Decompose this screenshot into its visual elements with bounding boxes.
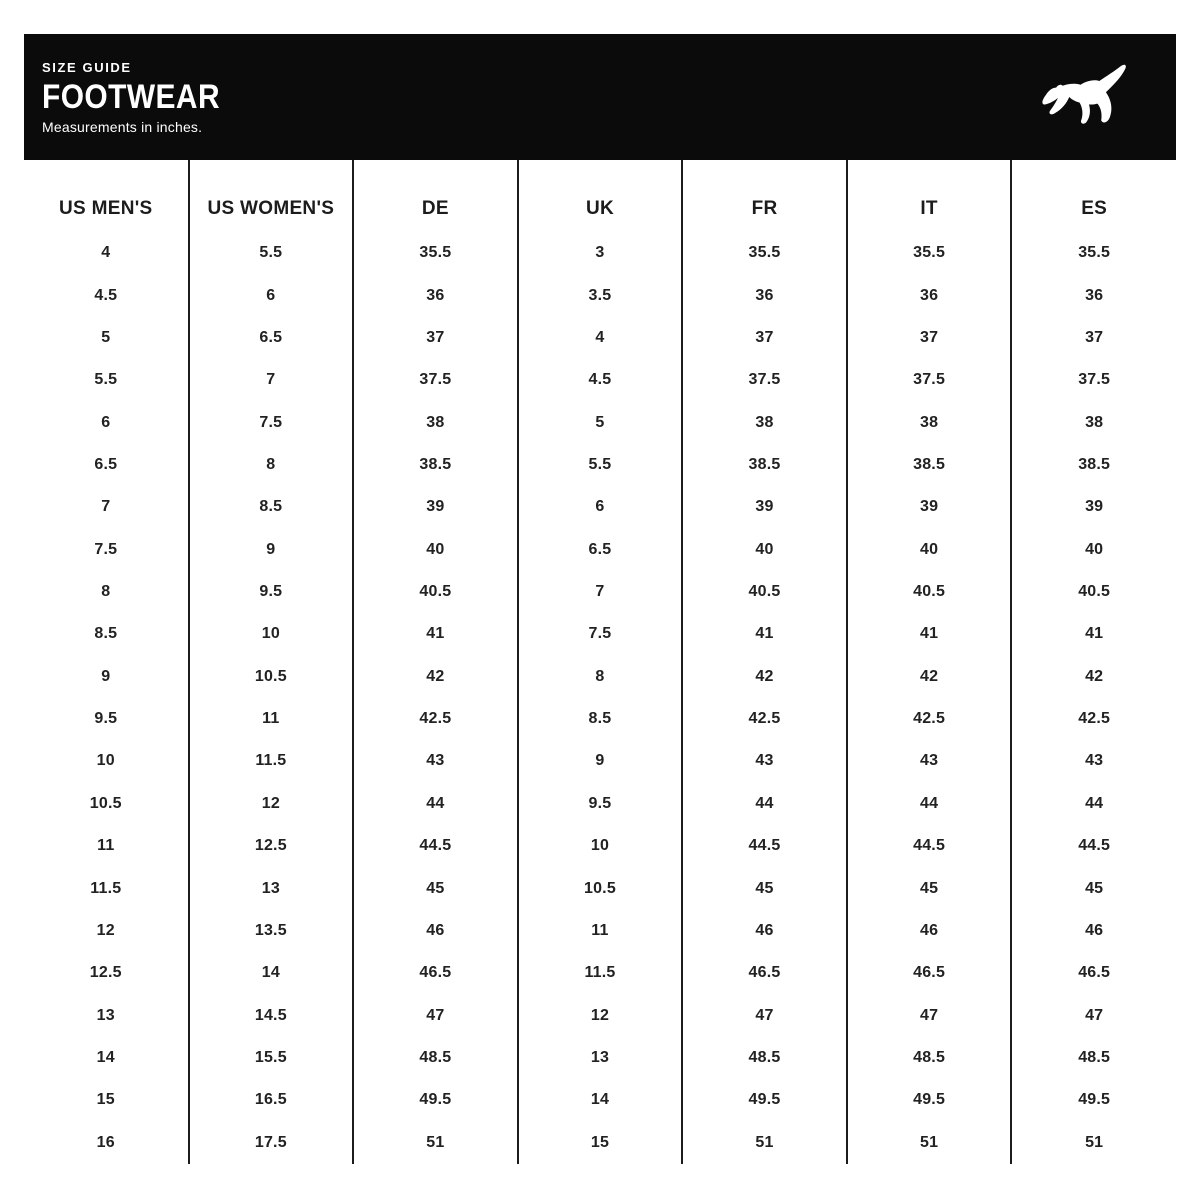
size-cell: 38 (1085, 413, 1104, 431)
size-cell: 37.5 (682, 359, 847, 401)
size-cell: 48.5 (1078, 1049, 1111, 1066)
table-row (24, 994, 1176, 1036)
column-header: FR (682, 160, 847, 232)
size-table-body (24, 232, 1176, 1164)
size-cell: 11.5 (189, 740, 354, 782)
size-cell: 35.5 (1078, 244, 1111, 262)
size-cell: 11.5 (24, 867, 189, 909)
size-cell: 46 (1085, 921, 1104, 939)
size-cell: 36 (682, 274, 847, 316)
size-cell: 14 (189, 952, 354, 994)
size-cell: 44 (847, 783, 1012, 825)
size-cell: 43 (847, 740, 1012, 782)
size-cell: 15 (518, 1122, 683, 1164)
size-cell: 41 (682, 613, 847, 655)
size-cell: 4.5 (24, 274, 189, 316)
size-cell: 8.5 (189, 486, 354, 528)
size-cell: 7.5 (518, 613, 683, 655)
size-table-head (24, 160, 1176, 232)
size-cell: 44.5 (682, 825, 847, 867)
size-cell: 46.5 (353, 952, 518, 994)
size-table-header-row (24, 160, 1176, 232)
size-cell: 45 (353, 867, 518, 909)
column-header: US WOMEN'S (189, 160, 354, 232)
size-cell: 35.5 (682, 232, 847, 274)
size-cell: 41 (1085, 625, 1104, 643)
header-bar (24, 34, 1176, 160)
size-cell: 6.5 (518, 529, 683, 571)
size-cell: 10.5 (189, 656, 354, 698)
table-row (24, 317, 1176, 359)
size-cell: 47 (847, 994, 1012, 1036)
size-cell: 40 (682, 529, 847, 571)
size-cell: 6 (24, 401, 189, 443)
size-cell: 40.5 (682, 571, 847, 613)
size-cell: 44.5 (1078, 837, 1111, 855)
size-cell: 46.5 (1078, 964, 1111, 982)
size-table (24, 160, 1176, 1164)
size-cell: 7.5 (24, 529, 189, 571)
table-row (24, 867, 1176, 909)
size-cell: 46 (353, 910, 518, 952)
size-cell: 10.5 (518, 867, 683, 909)
size-cell: 45 (682, 867, 847, 909)
size-cell: 38 (682, 401, 847, 443)
size-cell: 45 (847, 867, 1012, 909)
size-cell: 38.5 (1078, 455, 1111, 473)
size-cell: 42 (682, 656, 847, 698)
table-row (24, 1122, 1176, 1164)
size-cell: 8.5 (518, 698, 683, 740)
size-cell: 13 (189, 867, 354, 909)
size-cell: 12 (518, 994, 683, 1036)
header-text-block (42, 61, 244, 134)
size-cell: 39 (847, 486, 1012, 528)
table-row (24, 952, 1176, 994)
size-cell: 48.5 (353, 1037, 518, 1079)
size-cell: 10 (24, 740, 189, 782)
size-cell: 42 (1085, 667, 1104, 685)
size-cell: 11 (24, 825, 189, 867)
size-cell: 8 (24, 571, 189, 613)
size-cell: 36 (1085, 286, 1104, 304)
size-cell: 44 (682, 783, 847, 825)
size-cell: 37 (682, 317, 847, 359)
size-cell: 5.5 (24, 359, 189, 401)
size-cell: 44 (1085, 794, 1104, 812)
size-cell: 6 (189, 274, 354, 316)
size-guide-label: SIZE GUIDE (42, 59, 132, 75)
size-cell: 46 (847, 910, 1012, 952)
size-cell: 47 (1085, 1006, 1104, 1024)
size-cell: 8 (518, 656, 683, 698)
size-cell: 40.5 (353, 571, 518, 613)
column-header: UK (518, 160, 683, 232)
size-cell: 6.5 (189, 317, 354, 359)
size-cell: 9.5 (518, 783, 683, 825)
table-row (24, 698, 1176, 740)
size-cell: 40 (1085, 540, 1104, 558)
column-header: ES (1081, 198, 1108, 219)
size-cell: 35.5 (353, 232, 518, 274)
column-header: IT (847, 160, 1012, 232)
size-cell: 35.5 (847, 232, 1012, 274)
table-row (24, 444, 1176, 486)
size-cell: 5.5 (518, 444, 683, 486)
size-cell: 13 (24, 994, 189, 1036)
table-row (24, 401, 1176, 443)
size-cell: 51 (682, 1122, 847, 1164)
table-row (24, 529, 1176, 571)
size-cell: 7.5 (189, 401, 354, 443)
size-cell: 36 (847, 274, 1012, 316)
size-cell: 9 (518, 740, 683, 782)
size-cell: 43 (1085, 752, 1104, 770)
size-cell: 11 (518, 910, 683, 952)
table-row (24, 1079, 1176, 1121)
page-title: FOOTWEAR (42, 77, 221, 116)
table-row (24, 613, 1176, 655)
size-cell: 42.5 (1078, 710, 1111, 728)
size-cell: 14 (518, 1079, 683, 1121)
size-cell: 9 (189, 529, 354, 571)
size-cell: 42.5 (353, 698, 518, 740)
size-cell: 38 (847, 401, 1012, 443)
size-cell: 46.5 (847, 952, 1012, 994)
size-cell: 13.5 (189, 910, 354, 952)
size-cell: 43 (353, 740, 518, 782)
size-cell: 14 (24, 1037, 189, 1079)
size-cell: 12 (189, 783, 354, 825)
table-row (24, 232, 1176, 274)
size-cell: 44 (353, 783, 518, 825)
size-cell: 41 (847, 613, 1012, 655)
size-cell: 44.5 (353, 825, 518, 867)
size-cell: 45 (1085, 879, 1104, 897)
size-cell: 39 (1085, 498, 1104, 516)
size-cell: 6.5 (24, 444, 189, 486)
table-row (24, 656, 1176, 698)
size-cell: 15 (24, 1079, 189, 1121)
size-cell: 42.5 (682, 698, 847, 740)
size-cell: 16 (24, 1122, 189, 1164)
size-cell: 10 (518, 825, 683, 867)
size-cell: 39 (682, 486, 847, 528)
size-cell: 9.5 (24, 698, 189, 740)
size-cell: 42 (353, 656, 518, 698)
size-cell: 40 (353, 529, 518, 571)
table-row (24, 910, 1176, 952)
size-cell: 38.5 (353, 444, 518, 486)
size-cell: 7 (518, 571, 683, 613)
size-cell: 12 (24, 910, 189, 952)
size-cell: 49.5 (682, 1079, 847, 1121)
size-cell: 12.5 (189, 825, 354, 867)
size-cell: 44.5 (847, 825, 1012, 867)
table-row (24, 783, 1176, 825)
size-cell: 46 (682, 910, 847, 952)
size-cell: 14.5 (189, 994, 354, 1036)
size-cell: 38 (353, 401, 518, 443)
size-cell: 16.5 (189, 1079, 354, 1121)
size-cell: 48.5 (682, 1037, 847, 1079)
size-cell: 11.5 (518, 952, 683, 994)
size-cell: 48.5 (847, 1037, 1012, 1079)
size-cell: 38.5 (847, 444, 1012, 486)
size-cell: 37.5 (353, 359, 518, 401)
table-row (24, 486, 1176, 528)
size-cell: 49.5 (1078, 1091, 1111, 1109)
size-cell: 5 (518, 401, 683, 443)
table-row (24, 1037, 1176, 1079)
size-cell: 7 (24, 486, 189, 528)
size-cell: 51 (1085, 1133, 1104, 1151)
size-cell: 37.5 (1078, 371, 1111, 389)
table-row (24, 571, 1176, 613)
size-cell: 6 (518, 486, 683, 528)
size-cell: 3.5 (518, 274, 683, 316)
size-cell: 39 (353, 486, 518, 528)
size-cell: 37 (1085, 328, 1104, 346)
size-cell: 37.5 (847, 359, 1012, 401)
table-row (24, 274, 1176, 316)
size-cell: 42.5 (847, 698, 1012, 740)
size-cell: 11 (189, 698, 354, 740)
size-cell: 49.5 (847, 1079, 1012, 1121)
size-cell: 37 (847, 317, 1012, 359)
table-row (24, 825, 1176, 867)
column-header: US MEN'S (24, 160, 189, 232)
size-cell: 3 (518, 232, 683, 274)
size-cell: 40.5 (1078, 583, 1111, 601)
size-cell: 7 (189, 359, 354, 401)
size-cell: 5 (24, 317, 189, 359)
size-cell: 13 (518, 1037, 683, 1079)
size-cell: 49.5 (353, 1079, 518, 1121)
size-cell: 47 (682, 994, 847, 1036)
size-cell: 4 (518, 317, 683, 359)
size-cell: 46.5 (682, 952, 847, 994)
size-cell: 9.5 (189, 571, 354, 613)
size-cell: 8 (189, 444, 354, 486)
size-cell: 51 (847, 1122, 1012, 1164)
size-cell: 43 (682, 740, 847, 782)
size-cell: 4 (24, 232, 189, 274)
size-cell: 17.5 (189, 1122, 354, 1164)
size-cell: 47 (353, 994, 518, 1036)
size-cell: 10.5 (24, 783, 189, 825)
column-header: DE (353, 160, 518, 232)
size-cell: 5.5 (189, 232, 354, 274)
measurements-note: Measurements in inches. (42, 118, 203, 135)
table-row (24, 359, 1176, 401)
size-cell: 51 (353, 1122, 518, 1164)
size-cell: 36 (353, 274, 518, 316)
puma-cat-logo-icon (1042, 62, 1136, 132)
size-cell: 38.5 (682, 444, 847, 486)
table-row (24, 740, 1176, 782)
size-cell: 37 (353, 317, 518, 359)
size-cell: 12.5 (24, 952, 189, 994)
size-cell: 4.5 (518, 359, 683, 401)
size-cell: 15.5 (189, 1037, 354, 1079)
size-cell: 8.5 (24, 613, 189, 655)
size-cell: 42 (847, 656, 1012, 698)
size-cell: 41 (353, 613, 518, 655)
size-cell: 40 (847, 529, 1012, 571)
size-cell: 9 (24, 656, 189, 698)
size-cell: 40.5 (847, 571, 1012, 613)
size-cell: 10 (189, 613, 354, 655)
